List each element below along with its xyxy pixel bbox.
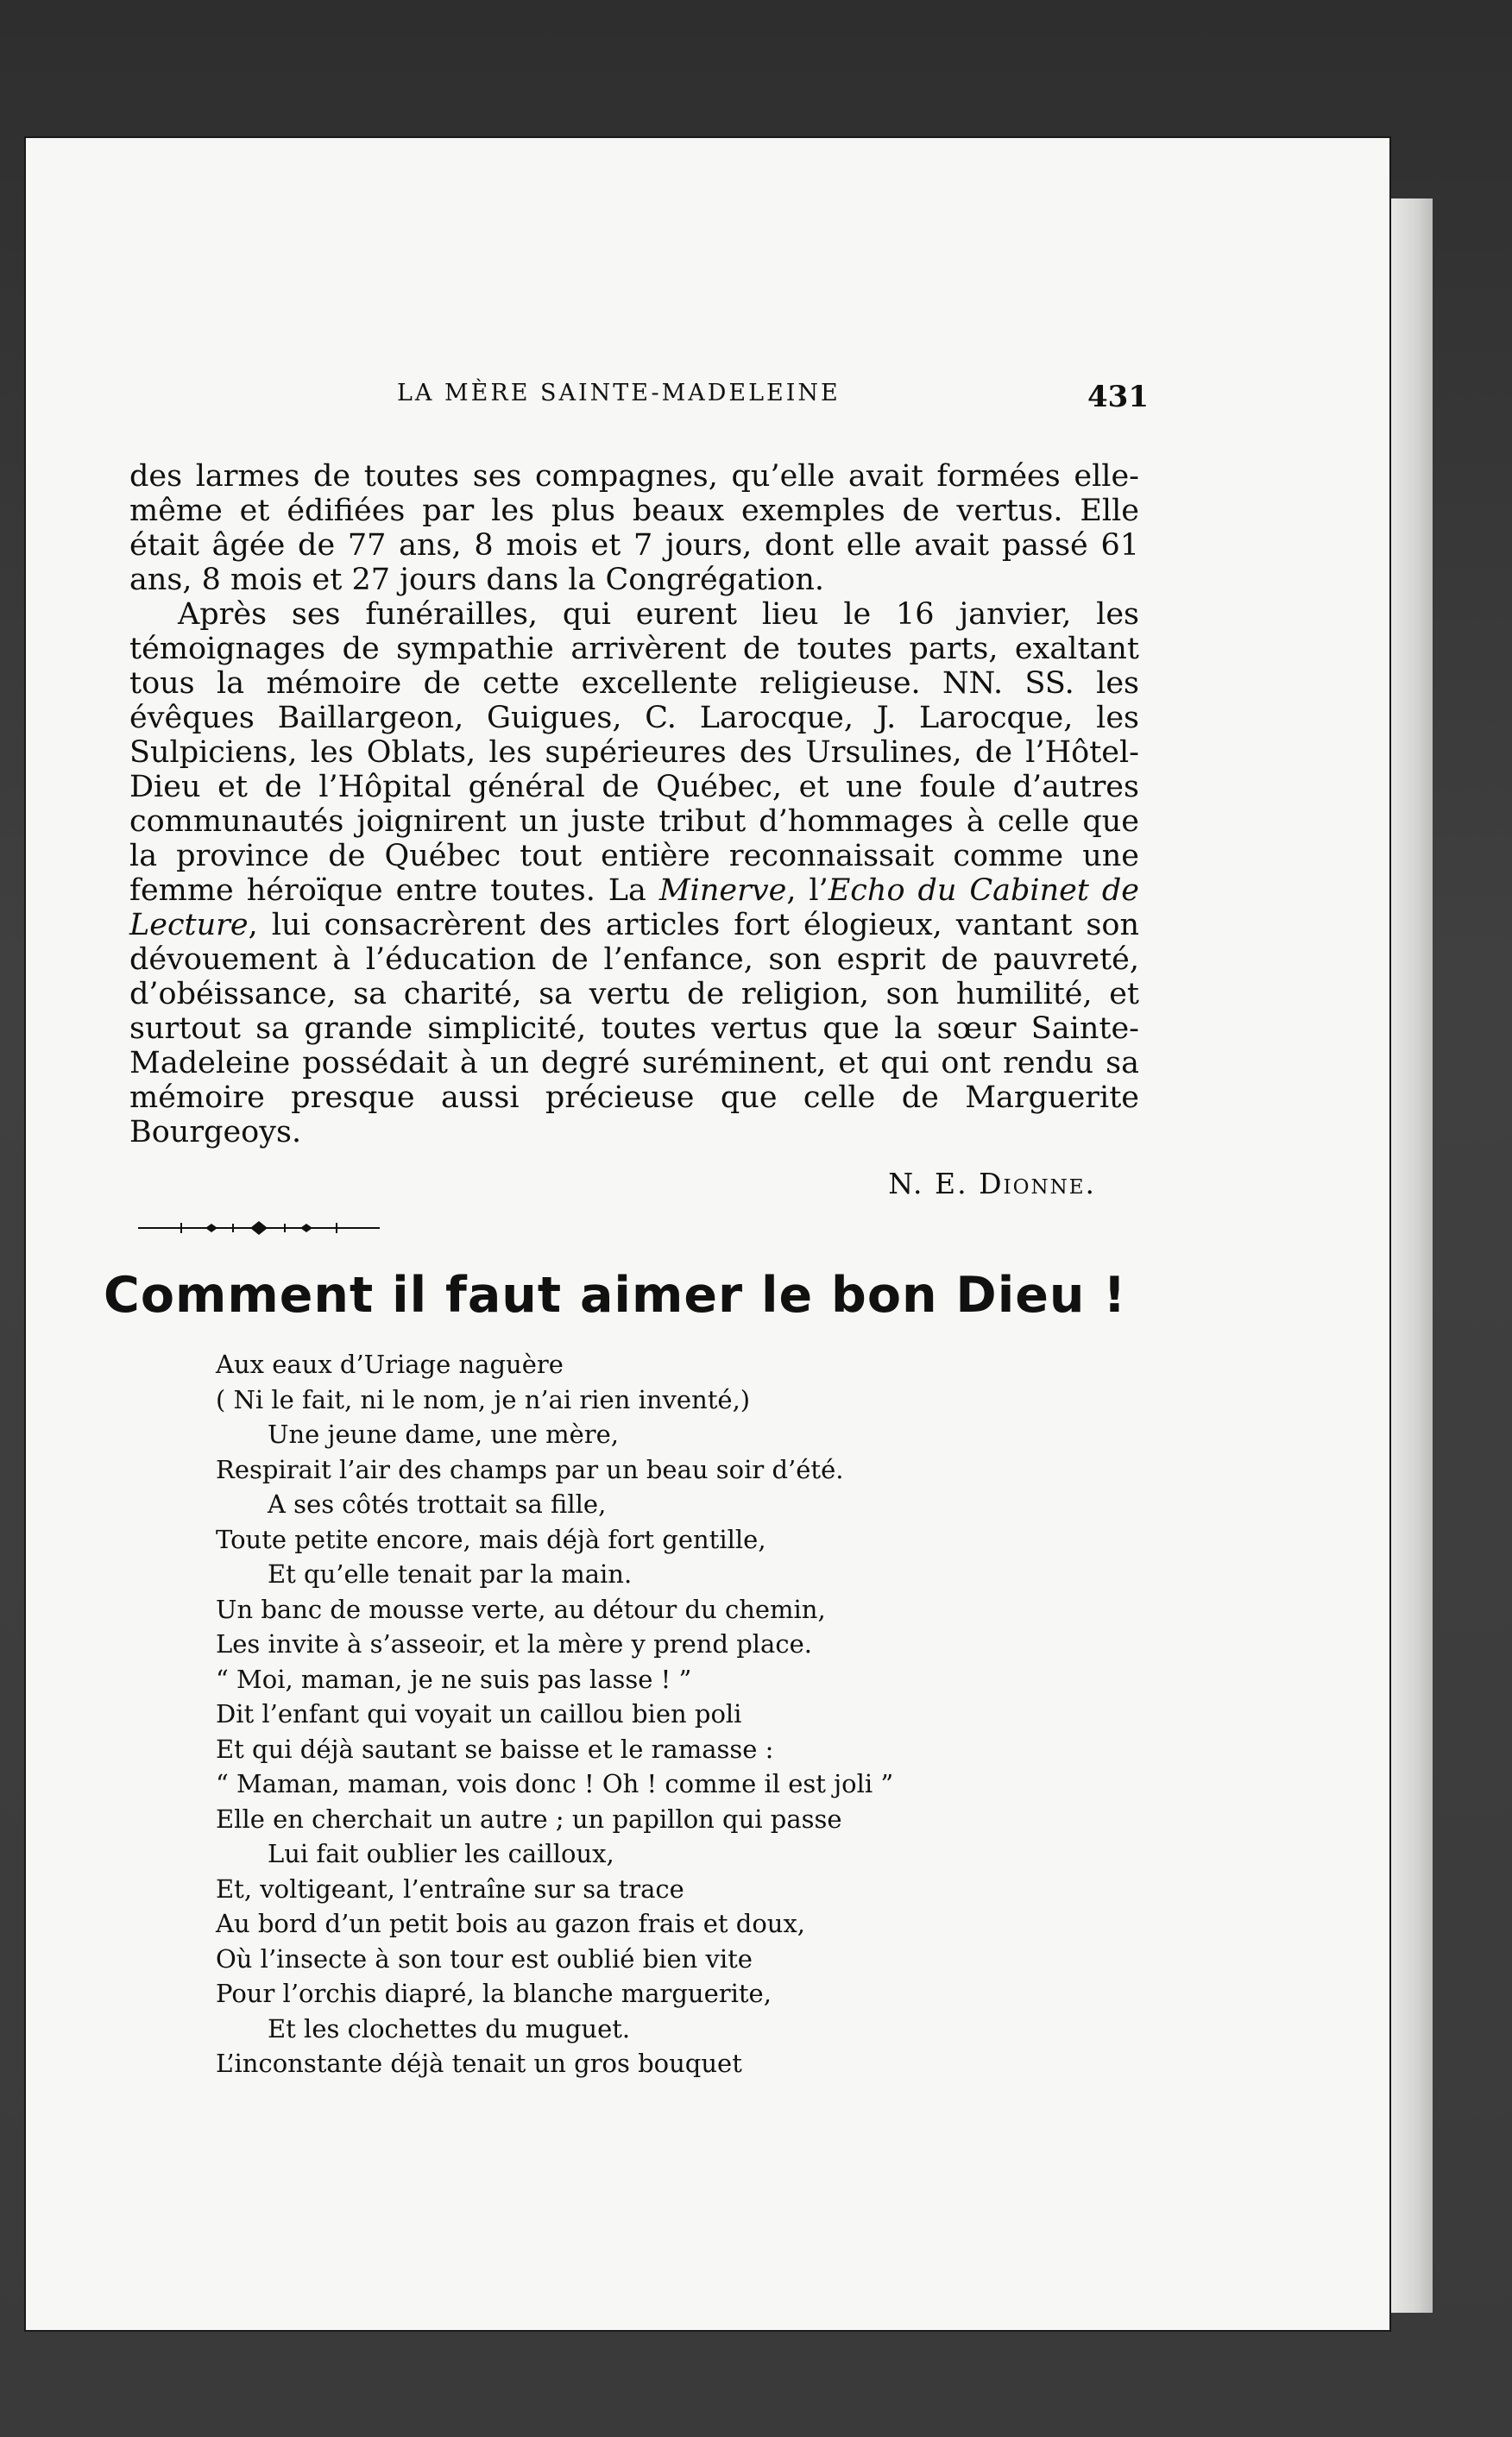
italic-title: Minerve [658, 873, 787, 908]
text-run: , lui consacrèrent des articles fort élogieux, vantant son dévouement à l’éducation de l’enfance, son esprit de pauvreté, d’obéissance, sa charité, sa vertu de religion, son humilité, et surtout sa grande simplicité, toutes vertus que la sœur Sainte-Madeleine possédait à un degré suréminent, et qui ont rendu sa mémoire presque aussi précieuse que celle de Marguerite Bourgeoys. [129, 908, 1139, 1149]
running-title: LA MÈRE SAINTE-MADELEINE [397, 380, 841, 406]
poem-line: Un banc de mousse verte, au détour du chemin, [216, 1594, 826, 1624]
poem-line: Une jeune dame, une mère, [268, 1420, 619, 1449]
poem-line: Au bord d’un petit bois au gazon frais et doux, [216, 1909, 806, 1938]
paragraph-2 [129, 597, 1139, 1149]
text-run: , l’ [786, 873, 828, 908]
poem-line: A ses côtés trottait sa fille, [268, 1489, 607, 1519]
poem-line: Et, voltigeant, l’entraîne sur sa trace [216, 1873, 684, 1904]
page-content [104, 380, 1149, 2081]
poem-line: Dit l’enfant qui voyait un caillou bien poli [216, 1699, 742, 1729]
page-edge [1389, 198, 1433, 2313]
author-signature: N. E. Dionne. [888, 1167, 1096, 1200]
poem-line: Elle en cherchait un autre ; un papillon qui passe [216, 1804, 842, 1834]
running-head [129, 380, 1149, 431]
ornament-divider-icon [129, 1219, 388, 1237]
article-body [129, 459, 1139, 1149]
poem-line: Où l’insecte à son tour est oublié bien vite [216, 1943, 753, 1974]
paragraph-1: des larmes de toutes ses compagnes, qu’elle avait formées elle-même et édifiées par les plus beaux exemples de vertus. Elle était âgée de 77 ans, 8 mois et 7 jours, dont elle avait passé 61 ans, 8 mois et 27 jours dans la Congrégation. [129, 459, 1139, 597]
poem-line: Et qui déjà sautant se baisse et le ramasse : [216, 1734, 774, 1764]
text-run: Après ses funérailles, qui eurent lieu le 16 janvier, les témoignages de sympathie arrivèrent de toutes parts, exaltant tous la mémoire de cette excellente religieuse. NN. SS. les évêques Baillargeon, Guigues, C. Larocque, J. Larocque, les Sulpiciens, les Oblats, les supérieures des Ursulines, de l’Hôtel-Dieu et de l’Hôpital général de Québec, et une foule d’autres communautés joignirent un juste tribut d’hommages à celle que la province de Québec tout entière reconnaissait comme une femme héroïque entre toutes. La [129, 597, 1139, 908]
poem-line: Les invite à s’asseoir, et la mère y prend place. [216, 1629, 812, 1659]
poem-line: Et les clochettes du muguet. [268, 2013, 631, 2043]
poem-line: Aux eaux d’Uriage naguère [216, 1350, 564, 1379]
poem-title: Comment il faut aimer le bon Dieu ! [104, 1267, 1127, 1324]
poem-line: Pour l’orchis diapré, la blanche marguerite, [216, 1979, 772, 2008]
page-number: 431 [1087, 380, 1149, 414]
poem-line: L’inconstante déjà tenait un gros bouquet [216, 2049, 742, 2078]
poem-line: ( Ni le fait, ni le nom, je n’ai rien inventé,) [216, 1384, 751, 1414]
poem-line: Lui fait oublier les cailloux, [268, 1839, 614, 1868]
italic-title: Echo du Cabinet de Lecture [129, 873, 1139, 942]
poem-verses [216, 1347, 1139, 2081]
poem-line: Toute petite encore, mais déjà fort gentille, [216, 1524, 766, 1554]
poem-line: “ Maman, maman, vois donc ! Oh ! comme il est joli ” [216, 1769, 894, 1798]
poem-line: “ Moi, maman, je ne suis pas lasse ! ” [216, 1664, 692, 1694]
poem-line: Respirait l’air des champs par un beau soir d’été. [216, 1454, 844, 1484]
poem-line: Et qu’elle tenait par la main. [268, 1559, 633, 1589]
